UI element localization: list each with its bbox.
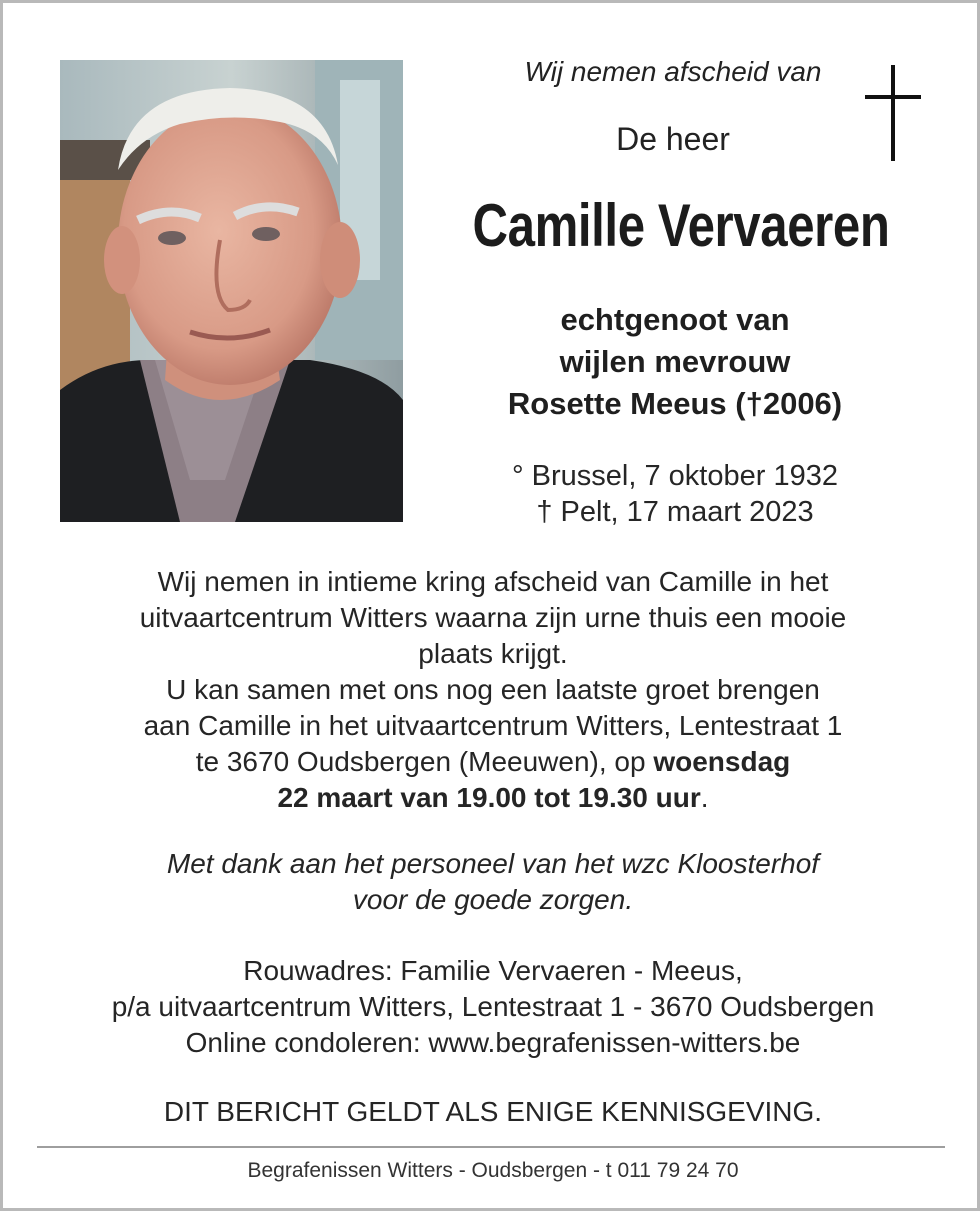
- message-line: plaats krijgt.: [418, 638, 568, 669]
- address-line: p/a uitvaartcentrum Witters, Lentestraat 1 - 3670 Oudsbergen: [111, 991, 875, 1022]
- message-line: [33, 744, 953, 780]
- thanks-line: Met dank aan het personeel van het wzc Kloosterhof: [166, 848, 820, 879]
- deceased-name: Camille Vervaeren: [472, 192, 890, 259]
- funeral-message: [33, 564, 953, 816]
- intro-text: Wij nemen afscheid van: [524, 56, 822, 87]
- portrait-photo: [60, 60, 403, 522]
- mourning-address: [33, 953, 953, 1061]
- message-day: woensdag: [653, 746, 791, 777]
- message-line: aan Camille in het uitvaartcentrum Witters, Lentestraat 1: [143, 710, 843, 741]
- message-text: te 3670 Oudsbergen (Meeuwen), op: [195, 746, 654, 777]
- death-date: † Pelt, 17 maart 2023: [536, 496, 814, 528]
- message-time: 22 maart van 19.00 tot 19.30 uur: [277, 782, 701, 813]
- spouse-line: Rosette Meeus (†2006): [507, 386, 843, 421]
- spouse-block: [443, 299, 907, 425]
- address-line: Rouwadres: Familie Vervaeren - Meeus,: [243, 955, 743, 986]
- birth-date: ° Brussel, 7 oktober 1932: [512, 460, 838, 492]
- honorific: De heer: [616, 121, 730, 157]
- condolence-link[interactable]: Online condoleren: www.begrafenissen-witters.be: [185, 1027, 801, 1058]
- thanks-text: [33, 846, 953, 918]
- message-period: .: [700, 782, 709, 813]
- message-line: [33, 780, 953, 816]
- life-dates: [443, 458, 907, 530]
- footer-contact: Begrafenissen Witters - Oudsbergen - t 011 79 24 70: [247, 1159, 739, 1182]
- spouse-line: wijlen mevrouw: [559, 344, 791, 379]
- spouse-line: echtgenoot van: [560, 302, 790, 337]
- divider: [37, 1146, 945, 1148]
- message-line: uitvaartcentrum Witters waarna zijn urne thuis een mooie: [139, 602, 847, 633]
- message-line: Wij nemen in intieme kring afscheid van Camille in het: [157, 566, 829, 597]
- message-line: U kan samen met ons nog een laatste groet brengen: [166, 674, 820, 705]
- notice-text: DIT BERICHT GELDT ALS ENIGE KENNISGEVING.: [163, 1096, 823, 1127]
- thanks-line: voor de goede zorgen.: [352, 884, 634, 915]
